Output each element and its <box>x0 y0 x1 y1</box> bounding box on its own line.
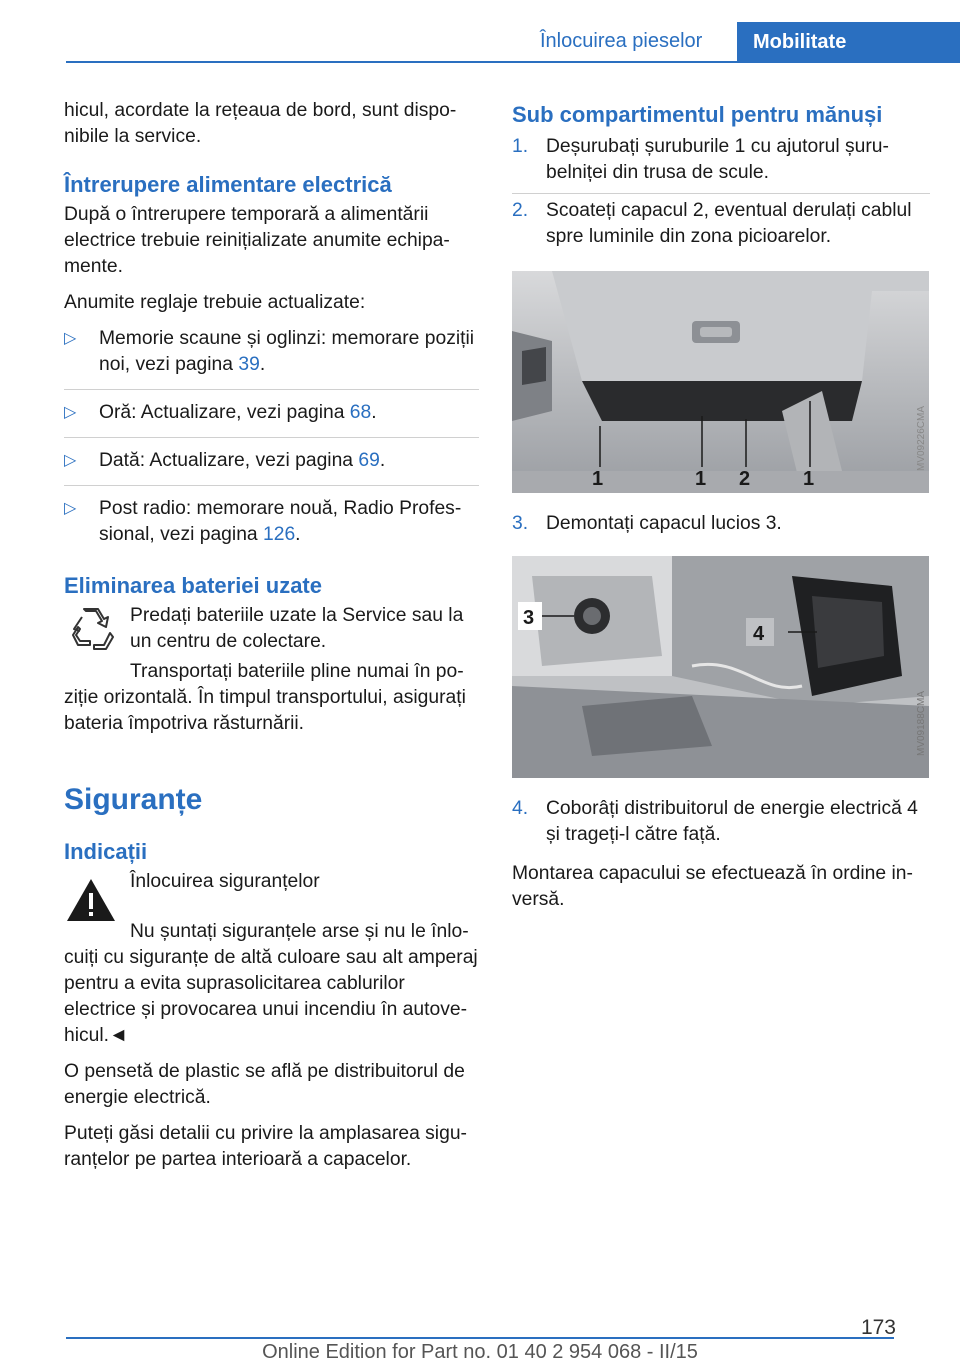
page-link[interactable]: 69 <box>358 450 380 471</box>
steps-a <box>512 134 930 257</box>
left-column <box>64 98 479 1183</box>
footer-rule <box>66 1337 894 1339</box>
photo-label: 4 <box>753 623 765 645</box>
photo-label: 1 <box>695 468 707 490</box>
list-item: 4. Coborâți distribuitorul de energie electrică 4 și trageți-l către față. <box>512 798 918 845</box>
warning-title: Înlocuirea siguranțelor <box>130 871 320 892</box>
photo-label: 1 <box>592 468 604 490</box>
list-item: ▷ Dată: Actualizare, vezi pagina 69. <box>64 437 479 485</box>
right-column <box>512 98 930 923</box>
triangle-bullet-icon: ▷ <box>64 330 77 347</box>
glovebox-title: Sub compartimentul pentru mănuși <box>512 102 883 127</box>
list-item: ▷ Memorie scaune și oglinzi: memorare poziții noi, vezi pagina 39. <box>64 328 475 375</box>
triangle-bullet-icon: ▷ <box>64 500 77 517</box>
page-number: 173 <box>860 1316 896 1339</box>
battery-block <box>64 603 479 655</box>
photo-label: 1 <box>803 468 815 490</box>
fuses-title: Siguranțe <box>64 783 203 816</box>
page-link[interactable]: 68 <box>349 402 372 423</box>
battery-title: Eliminarea bateriei uzate <box>64 573 322 598</box>
warning-text: Nu șuntați siguranțele arse și nu le înlocuiți cu siguranțe de altă culoare sau alt amperaj pentru a evita suprasolicitarea cablurilor electrice și provocarea unui incendiu în autovehicul.◄ <box>64 921 478 1046</box>
page-link[interactable]: 39 <box>238 354 260 375</box>
triangle-bullet-icon: ▷ <box>64 404 77 421</box>
photo-code: MV09188CMA <box>916 690 927 756</box>
steps-c <box>512 796 930 855</box>
page-link[interactable]: 126 <box>263 524 296 545</box>
fuses-p2: Puteți găsi detalii cu privire la amplasarea siguranțelor pe partea interioară a capacelor. <box>64 1123 467 1170</box>
outro-text: Montarea capacului se efectuează în ordine inversă. <box>512 863 913 910</box>
intro-text: hicul, acordate la rețeaua de bord, sunt disponibile la service. <box>64 100 457 147</box>
power-title: Întrerupere alimentare electrică <box>64 172 392 197</box>
list-item: 2. Scoateți capacul 2, eventual derulați cablul spre luminile din zona picioarelor. <box>512 193 930 257</box>
fusebox-photo <box>512 556 929 778</box>
fuses-sub: Indicații <box>64 839 148 864</box>
list-item: 1. Deșurubați șuruburile 1 cu ajutorul șurubelniței din trusa de scule. <box>512 136 889 183</box>
power-bullets <box>64 320 479 559</box>
recycle-icon <box>64 603 118 657</box>
power-p1: După o întrerupere temporară a alimentării electrice trebuie reinițializate anumite echipamente. <box>64 204 450 277</box>
warning-block <box>64 869 479 919</box>
header-tab: Mobilitate <box>737 22 960 63</box>
photo-code: MV09226CMA <box>916 405 927 471</box>
list-item: ▷ Post radio: memorare nouă, Radio Professional, vezi pagina 126. <box>64 485 479 559</box>
header-section: Înlocuirea pieselor <box>540 30 703 52</box>
fuses-p1: O pensetă de plastic se află pe distribuitorul de energie electrică. <box>64 1061 465 1108</box>
photo-label: 2 <box>739 468 751 490</box>
header-rule <box>66 61 960 63</box>
battery-line2: Transportați bateriile pline numai în poziție orizontală. În timpul transportului, asigurați bateria împotriva răsturnării. <box>64 661 466 734</box>
list-item: ▷ Oră: Actualizare, vezi pagina 68. <box>64 389 479 437</box>
triangle-bullet-icon: ▷ <box>64 452 77 469</box>
battery-line1: Predați bateriile uzate la Service sau la un centru de colectare. <box>130 605 464 652</box>
warning-icon <box>64 873 118 927</box>
list-item: 3. Demontați capacul lucios 3. <box>512 513 782 534</box>
photo-label: 3 <box>523 607 535 629</box>
glovebox-photo <box>512 271 929 493</box>
steps-b <box>512 511 930 544</box>
power-p2: Anumite reglaje trebuie actualizate: <box>64 292 366 313</box>
footer-text: Online Edition for Part no. 01 40 2 954 068 - II/15 <box>262 1341 698 1362</box>
